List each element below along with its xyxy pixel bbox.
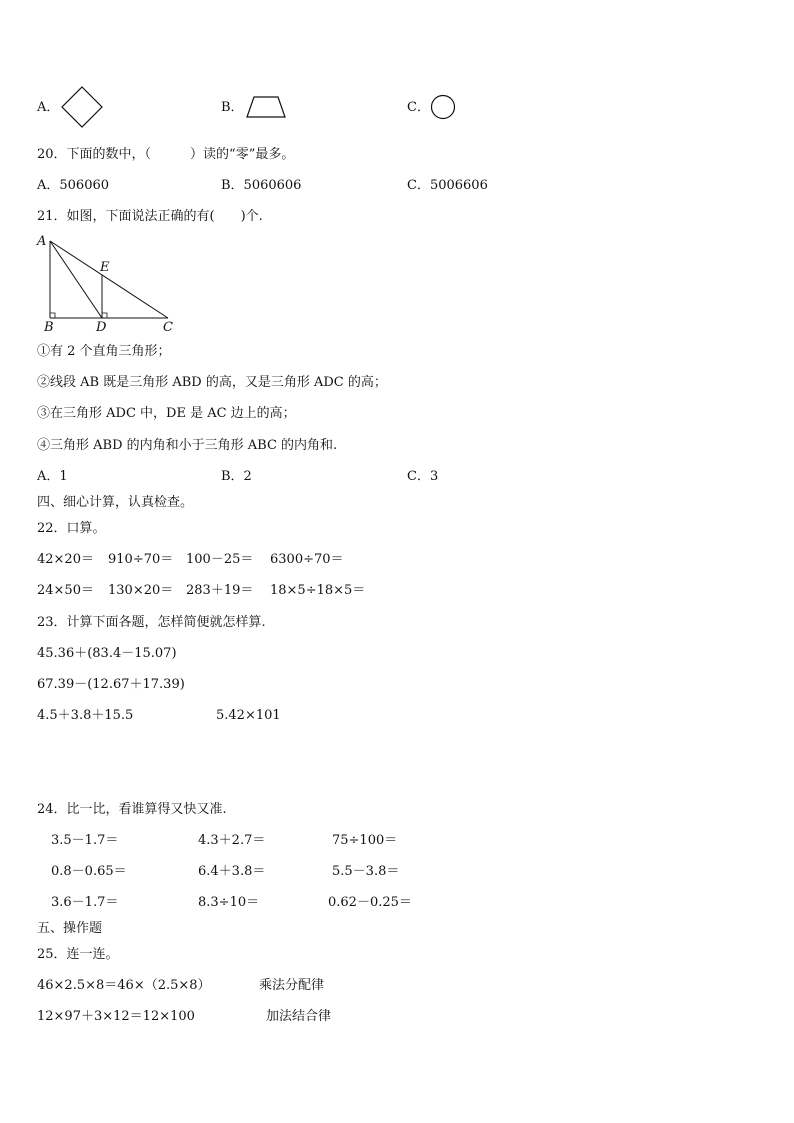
- q20-option-b: B．5060606: [221, 178, 302, 193]
- q20-option-c: C．5006606: [407, 178, 488, 193]
- q21-statement-3: ③在三角形 ADC 中，DE 是 AC 边上的高；: [37, 406, 296, 421]
- q23-item4: 5.42×101: [216, 708, 281, 723]
- q24-r2-c2: 6.4＋3.8＝: [198, 864, 266, 879]
- q24-r1-c1: 3.5－1.7＝: [51, 833, 119, 848]
- q22-row1-item4: 6300÷70＝: [270, 552, 344, 567]
- q23-item1: 45.36＋(83.4－15.07): [37, 646, 177, 661]
- q24-r2-c1: 0.8－0.65＝: [51, 864, 127, 879]
- q25-left-1: 46×2.5×8＝46×（2.5×8）: [37, 978, 211, 993]
- q21-statement-4: ④三角形 ABD 的内角和小于三角形 ABC 的内角和.: [37, 438, 338, 453]
- q21-statement-1: ①有 2 个直角三角形；: [37, 344, 171, 359]
- q22-row1-item3: 100－25＝: [186, 552, 254, 567]
- q21-stem: 21．如图，下面说法正确的有( )个.: [37, 209, 263, 224]
- section5-title: 五、操作题: [37, 921, 103, 936]
- q22-row2-item3: 283＋19＝: [186, 583, 254, 598]
- q20-stem: 20．下面的数中，（ ）读的“零”最多。: [37, 147, 295, 162]
- q24-stem: 24．比一比，看谁算得又快又准.: [37, 802, 227, 817]
- q21-option-c: C．3: [407, 469, 439, 484]
- q25-right-2: 加法结合律: [266, 1009, 332, 1024]
- q20-option-a: A．506060: [37, 178, 110, 193]
- q21-option-a: A．1: [37, 469, 68, 484]
- q24-r3-c3: 0.62－0.25＝: [328, 895, 412, 910]
- q22-row2-item2: 130×20＝: [108, 583, 174, 598]
- q25-left-2: 12×97＋3×12＝12×100: [37, 1009, 195, 1024]
- q22-row2-item4: 18×5÷18×5＝: [270, 583, 366, 598]
- figure-label-b: B: [44, 320, 54, 334]
- q19-option-b-label: B．: [221, 100, 244, 115]
- q24-r2-c3: 5.5－3.8＝: [332, 864, 400, 879]
- q24-r1-c2: 4.3＋2.7＝: [198, 833, 266, 848]
- figure-label-c: C: [163, 320, 173, 334]
- q24-r3-c2: 8.3÷10＝: [198, 895, 260, 910]
- figure-label-a: A: [37, 234, 47, 249]
- q23-item3: 4.5＋3.8＋15.5: [37, 708, 134, 723]
- figure-label-d: D: [96, 320, 107, 334]
- trapezoid-icon: [245, 95, 287, 119]
- triangle-figure: [34, 230, 184, 334]
- q19-option-c-label: C．: [407, 100, 430, 115]
- q22-row1-item1: 42×20＝: [37, 552, 94, 567]
- q22-row1-item2: 910÷70＝: [108, 552, 174, 567]
- q21-statement-2: ②线段 AB 既是三角形 ABD 的高，又是三角形 ADC 的高；: [37, 375, 387, 390]
- q22-row2-item1: 24×50＝: [37, 583, 94, 598]
- circle-icon: [430, 94, 456, 120]
- q23-stem: 23．计算下面各题，怎样简便就怎样算.: [37, 615, 266, 630]
- q24-r1-c3: 75÷100＝: [332, 833, 398, 848]
- q25-right-1: 乘法分配律: [259, 978, 325, 993]
- section4-title: 四、细心计算，认真检查。: [37, 495, 194, 510]
- q21-option-b: B．2: [221, 469, 252, 484]
- q19-option-a-label: A．: [37, 100, 60, 115]
- q25-stem: 25．连一连。: [37, 947, 119, 962]
- q22-stem: 22．口算。: [37, 521, 106, 536]
- diamond-icon: [61, 86, 103, 128]
- figure-label-e: E: [100, 260, 110, 275]
- q23-item2: 67.39－(12.67＋17.39): [37, 677, 185, 692]
- q24-r3-c1: 3.6－1.7＝: [51, 895, 119, 910]
